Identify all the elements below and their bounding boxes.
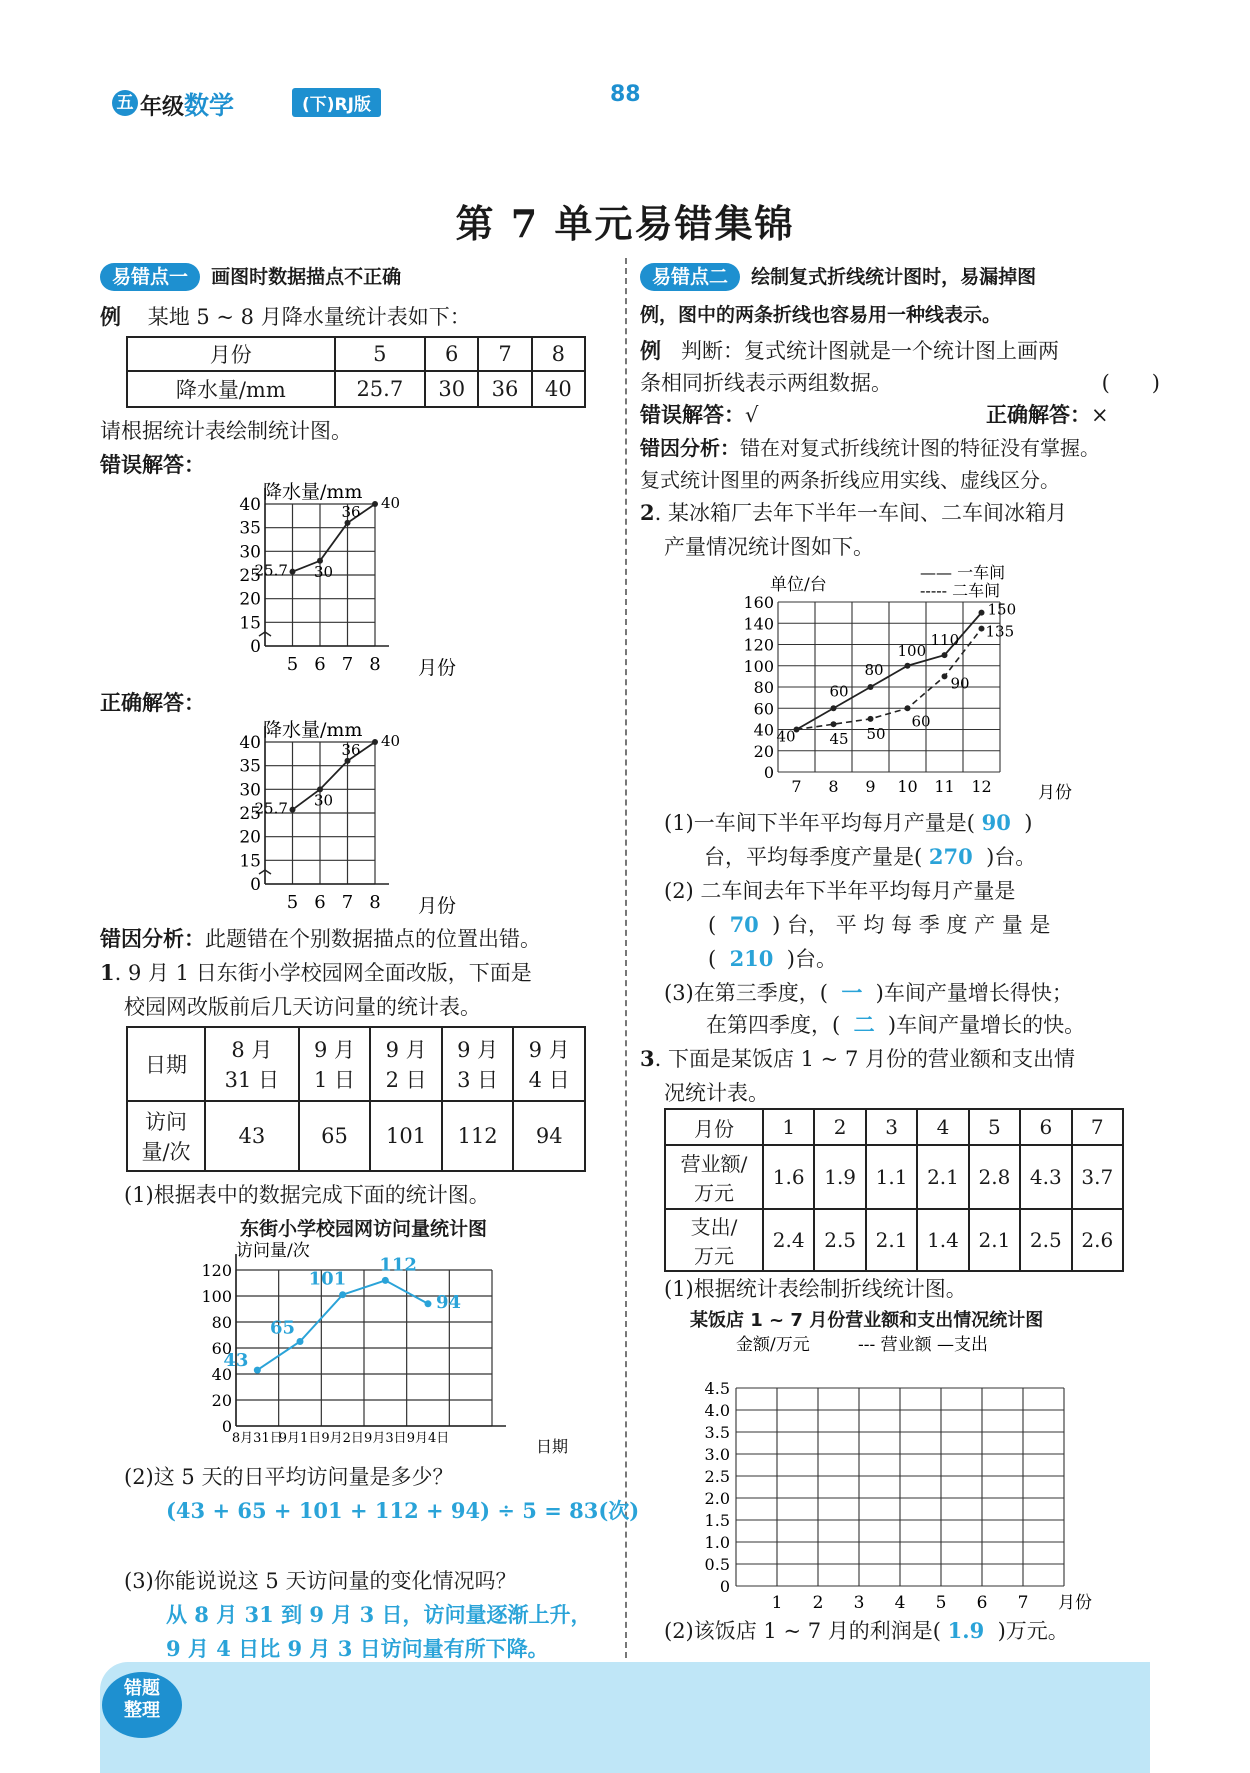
r-wrong-value: √ <box>745 403 759 427</box>
rain-head-0: 月份 <box>127 337 335 371</box>
q2-1a-answer: 90 <box>981 810 1011 835</box>
x-tick-label: 5 <box>286 654 299 675</box>
point-workshop1 <box>868 684 874 690</box>
x-tick-label: 3 <box>853 1593 865 1613</box>
q3-line1 <box>640 1042 1075 1076</box>
q2-2c-open: ( <box>708 947 717 971</box>
rest-rev-5: 4.3 <box>1020 1145 1071 1209</box>
q1-text1: . 9 月 1 日东街小学校园网全面改版，下面是 <box>114 961 532 985</box>
x-tick-label: 9月1日 <box>278 1431 322 1446</box>
rest-rev-1: 1.9 <box>814 1145 865 1209</box>
rain-point <box>372 501 378 507</box>
column-divider <box>625 258 627 1658</box>
rest-chart-grid <box>705 1379 1064 1613</box>
q2-1b-text: 台，平均每季度产量是( <box>704 845 923 869</box>
point-workshop2 <box>868 716 874 722</box>
visit-date-1-d: 1 日 <box>314 1068 356 1092</box>
visit-point <box>297 1338 304 1345</box>
y-tick-label: 4.5 <box>704 1379 730 1398</box>
visit-table <box>126 1026 586 1172</box>
y-tick-label: 140 <box>743 614 774 634</box>
analysis-text: 此题错在个别数据描点的位置出错。 <box>205 927 541 951</box>
q1-2-answer: (43 + 65 + 101 + 112 + 94) ÷ 5 = 83(次) <box>166 1498 640 1523</box>
rest-month-4: 5 <box>969 1109 1020 1145</box>
q1-line1 <box>100 956 532 990</box>
rain-head-1: 5 <box>335 337 425 371</box>
rest-exp-6: 2.6 <box>1072 1209 1123 1271</box>
visit-date-0-d: 31 日 <box>224 1068 280 1092</box>
x-tick-label: 11 <box>934 777 955 796</box>
visit-val-0: 43 <box>205 1101 299 1171</box>
rest-exp-4: 2.1 <box>969 1209 1020 1271</box>
r-example-label: 例 <box>640 338 661 363</box>
r-example-line1 <box>640 334 1059 368</box>
footer-badge-line2: 整理 <box>124 1700 160 1721</box>
analysis-line <box>100 922 541 956</box>
x-tick-label: 6 <box>314 654 326 675</box>
r-analysis-text1: 错在对复式折线统计图的特征没有掌握。 <box>740 436 1100 460</box>
point-workshop1 <box>942 652 948 658</box>
y-tick-label: 80 <box>753 678 774 697</box>
q2-3b-text: 在第四季度，( <box>706 1013 841 1037</box>
grade-subject <box>140 86 234 122</box>
visit-chart-title: 东街小学校园网访问量统计图 <box>240 1218 488 1240</box>
y-tick-label: 160 <box>743 593 774 612</box>
rest-exp-0: 2.4 <box>763 1209 814 1271</box>
rain-wrong-ylabel: 降水量/mm <box>263 481 363 503</box>
label-workshop2: 135 <box>985 622 1015 641</box>
draw-prompt: 请根据统计表绘制统计图。 <box>100 419 352 443</box>
point-workshop1 <box>905 663 911 669</box>
r-wrong-line <box>640 398 758 432</box>
rain-row-0: 降水量/mm <box>127 371 335 407</box>
r-correct-line <box>986 398 1109 432</box>
r-example-text2: 条相同折线表示两组数据。 <box>640 371 892 395</box>
x-tick-label: 12 <box>971 777 992 796</box>
label-workshop2: 50 <box>866 724 886 743</box>
visit-chart-grid <box>201 1254 506 1446</box>
rain-wrong-xlabel: 月份 <box>418 657 457 679</box>
y-tick-label: 2.0 <box>704 1489 730 1508</box>
rest-exp-1: 2.5 <box>814 1209 865 1271</box>
q2-3a-text: (3)在第三季度，( <box>664 981 828 1005</box>
visit-val-4: 94 <box>513 1101 585 1171</box>
y-tick-label: 30 <box>239 542 261 563</box>
x-tick-label: 6 <box>314 892 326 913</box>
rain-data-label: 30 <box>314 791 334 810</box>
q1-1: (1)根据表中的数据完成下面的统计图。 <box>124 1183 490 1207</box>
visit-data-label: 65 <box>270 1317 296 1339</box>
rain-correct-ylabel: 降水量/mm <box>263 719 363 741</box>
y-tick-label: 3.0 <box>704 1445 730 1464</box>
point-workshop2 <box>942 673 948 679</box>
visit-date-0-m: 8 月 <box>231 1038 273 1062</box>
rest-head-expense-a: 支出/ <box>690 1215 738 1239</box>
q3-text1: . 下面是某饭店 1 ~ 7 月份的营业额和支出情 <box>654 1047 1075 1071</box>
q2-2b-open: ( <box>708 913 717 937</box>
q2-3a-end: )车间产量增长得快； <box>875 981 1073 1005</box>
y-tick-label: 40 <box>239 733 261 753</box>
y-tick-label: 3.5 <box>704 1423 730 1442</box>
rain-row-2: 30 <box>425 371 478 407</box>
x-tick-label: 9月3日 <box>364 1431 407 1446</box>
rain-data-label: 40 <box>381 732 401 750</box>
x-tick-label: 10 <box>897 777 918 796</box>
q2-3b-end: )车间产量增长的快。 <box>887 1013 1086 1037</box>
visit-data-label: 101 <box>308 1268 347 1290</box>
q2-number: 2 <box>640 500 655 525</box>
x-tick-label: 5 <box>935 1593 947 1613</box>
y-tick-label: 40 <box>239 495 261 515</box>
rain-row-3: 36 <box>478 371 531 407</box>
q3-2-answer: 1.9 <box>947 1618 985 1643</box>
visit-date-4-m: 9 月 <box>528 1038 570 1062</box>
visit-data-label: 112 <box>379 1254 417 1276</box>
r-analysis-label: 错因分析： <box>640 436 740 460</box>
rain-data-label: 40 <box>381 494 401 512</box>
rain-data-label: 25.7 <box>254 561 288 580</box>
error-point-2-text1: 绘制复式折线统计图时，易漏掉图 <box>751 266 1037 288</box>
x-tick-label: 7 <box>341 892 354 913</box>
q3-2-end: )万元。 <box>997 1619 1069 1643</box>
visit-date-0 <box>205 1027 299 1101</box>
x-tick-label: 8 <box>828 777 839 796</box>
visit-val-1: 65 <box>299 1101 371 1171</box>
q2-1a <box>664 806 1032 840</box>
x-tick-label: 2 <box>812 1593 824 1613</box>
r-example-line2 <box>640 366 1160 400</box>
visit-data-label: 43 <box>223 1350 249 1372</box>
fridge-legend-2: ----- 二车间 <box>920 581 1001 600</box>
y-tick-label: 0.5 <box>704 1555 730 1574</box>
y-tick-label: 4.0 <box>704 1401 730 1420</box>
fridge-unit: 单位/台 <box>770 575 827 595</box>
rest-exp-3: 1.4 <box>917 1209 968 1271</box>
y-tick-label: 0 <box>719 1577 730 1596</box>
example-line <box>100 300 471 334</box>
footer-badge <box>102 1672 182 1738</box>
y-tick-label: 40 <box>753 720 774 740</box>
tag-error-point-2: 易错点二 <box>640 263 740 291</box>
footer-band <box>100 1662 1150 1773</box>
page-title: 第 7 单元易错集锦 <box>455 201 795 246</box>
point-workshop2 <box>831 721 837 727</box>
y-tick-label: 25 <box>239 566 261 586</box>
visit-date-3-d: 3 日 <box>457 1068 499 1092</box>
y-tick-label: 2.5 <box>704 1467 730 1486</box>
x-tick-label: 9月2日 <box>321 1431 364 1446</box>
rest-chart-title: 某饭店 1 ~ 7 月份营业额和支出情况统计图 <box>690 1310 1044 1331</box>
y-tick-label: 1.0 <box>704 1533 730 1552</box>
visit-date-2-d: 2 日 <box>385 1068 427 1092</box>
label-workshop1: 100 <box>897 641 927 660</box>
q1-3-answer1: 从 8 月 31 到 9 月 3 日，访问量逐渐上升， <box>166 1602 592 1627</box>
y-tick-label: 30 <box>239 780 261 801</box>
r-analysis-line1 <box>640 432 1100 464</box>
y-tick-label: 20 <box>239 827 261 848</box>
y-tick-label: 0 <box>763 763 774 782</box>
q1-3-answer2: 9 月 4 日比 9 月 3 日访问量有所下降。 <box>166 1636 549 1661</box>
rest-rev-2: 1.1 <box>866 1145 917 1209</box>
q1-number: 1 <box>100 960 115 985</box>
rain-wrong-grid <box>239 488 400 675</box>
q2-2c-end: )台。 <box>786 947 837 971</box>
visit-val-3: 112 <box>442 1101 514 1171</box>
visit-date-1-m: 9 月 <box>314 1038 356 1062</box>
rest-exp-5: 2.5 <box>1020 1209 1071 1271</box>
footer-badge-line1: 错题 <box>124 1678 160 1699</box>
q2-2a: (2) 二车间去年下半年平均每月产量是 <box>664 879 1016 903</box>
rest-ylabel: 金额/万元 <box>736 1335 810 1355</box>
r-correct-value: × <box>1091 403 1109 427</box>
y-tick-label: 0 <box>250 637 261 657</box>
rest-month-2: 3 <box>866 1109 917 1145</box>
visit-date-1 <box>299 1027 371 1101</box>
visit-date-3 <box>442 1027 514 1101</box>
subject-label: 数学 <box>184 91 235 120</box>
visit-chart <box>196 1240 596 1458</box>
y-tick-label: 15 <box>239 851 261 872</box>
x-tick-label: 1 <box>771 1593 783 1613</box>
point-workshop1 <box>979 610 985 616</box>
visit-head-count-b: 量/次 <box>141 1140 191 1164</box>
example-label: 例 <box>100 304 121 329</box>
edition-label: (下)RJ版 <box>292 88 381 117</box>
q2-1b-answer: 270 <box>928 844 973 869</box>
y-tick-label: 20 <box>211 1391 232 1410</box>
rest-month-6: 7 <box>1072 1109 1123 1145</box>
x-tick-label: 8 <box>369 892 381 913</box>
y-tick-label: 20 <box>753 741 774 761</box>
visit-date-2-m: 9 月 <box>385 1038 427 1062</box>
q2-2b-end: ) 台， 平 均 每 季 度 产 量 是 <box>772 913 1051 937</box>
rain-row-4: 40 <box>532 371 585 407</box>
q3-text2: 况统计表。 <box>664 1081 769 1105</box>
rain-head-4: 8 <box>532 337 585 371</box>
wrong-answer-label: 错误解答： <box>100 453 205 477</box>
y-tick-label: 60 <box>211 1339 232 1358</box>
restaurant-table <box>664 1108 1124 1272</box>
y-tick-label: 100 <box>743 656 774 676</box>
rain-data-label: 30 <box>314 562 334 581</box>
rain-point <box>290 807 296 813</box>
label-workshop2: 60 <box>911 712 931 731</box>
point-workshop2 <box>905 705 911 711</box>
rest-head-month: 月份 <box>665 1109 763 1145</box>
label-workshop1: 150 <box>987 600 1017 619</box>
x-tick-label: 8 <box>369 654 381 675</box>
y-tick-label: 0 <box>221 1417 232 1436</box>
x-tick-label: 6 <box>976 1593 988 1613</box>
example-text: 某地 5 ~ 8 月降水量统计表如下： <box>147 305 471 329</box>
q3-number: 3 <box>640 1046 655 1071</box>
y-tick-label: 35 <box>239 756 261 777</box>
visit-point <box>425 1300 432 1307</box>
grade-badge: 五 <box>112 90 138 116</box>
y-tick-label: 40 <box>211 1365 232 1384</box>
rest-exp-2: 2.1 <box>866 1209 917 1271</box>
grade-label: 年级 <box>140 95 185 120</box>
q2-text2: 产量情况统计图如下。 <box>664 535 874 559</box>
q2-2b <box>708 908 1050 942</box>
x-tick-label: 8月31日 <box>231 1431 283 1446</box>
y-tick-label: 120 <box>201 1261 232 1280</box>
x-tick-label: 9 <box>865 777 876 796</box>
rest-month-1: 2 <box>814 1109 865 1145</box>
visit-xlabel: 日期 <box>536 1437 569 1456</box>
rain-head-3: 7 <box>478 337 531 371</box>
x-tick-label: 9月4日 <box>406 1431 450 1446</box>
y-tick-label: 80 <box>211 1313 232 1332</box>
visit-head-count <box>127 1101 205 1171</box>
x-tick-label: 5 <box>286 892 299 913</box>
rest-rev-6: 3.7 <box>1072 1145 1123 1209</box>
label-workshop2: 90 <box>950 674 970 693</box>
label-workshop1: 110 <box>930 631 960 650</box>
visit-point <box>382 1277 389 1284</box>
fridge-legend-1: —— 一车间 <box>920 563 1006 582</box>
x-tick-label: 7 <box>341 654 354 675</box>
q2-2b-answer: 70 <box>729 912 759 937</box>
label-workshop1: 80 <box>864 661 884 679</box>
rain-data-label: 36 <box>341 502 361 521</box>
q2-2c <box>708 942 837 976</box>
visit-date-3-m: 9 月 <box>457 1038 499 1062</box>
q2-line1 <box>640 496 1067 530</box>
q1-text2: 校园网改版前后几天访问量的统计表。 <box>124 995 481 1019</box>
analysis-label: 错因分析： <box>100 927 205 951</box>
rain-data-label: 25.7 <box>254 799 288 818</box>
fridge-chart <box>730 562 1090 802</box>
rain-point <box>290 569 296 575</box>
r-correct-label: 正确解答： <box>986 403 1091 427</box>
rain-row-1: 25.7 <box>335 371 425 407</box>
r-analysis-text2: 复式统计图里的两条折线应用实线、虚线区分。 <box>640 468 1060 492</box>
rest-head-revenue-b: 万元 <box>694 1181 734 1205</box>
q2-1a-text: (1)一车间下半年平均每月产量是( <box>664 811 975 835</box>
rest-head-revenue <box>665 1145 763 1209</box>
q3-2 <box>664 1614 1069 1648</box>
q2-3a-answer: 一 <box>841 980 863 1005</box>
q3-1: (1)根据统计表绘制折线统计图。 <box>664 1277 967 1301</box>
error-point-2-text2: 例，图中的两条折线也容易用一种线表示。 <box>640 304 1002 326</box>
rest-rev-4: 2.8 <box>969 1145 1020 1209</box>
visit-head-date: 日期 <box>127 1027 205 1101</box>
x-tick-label: 7 <box>791 777 802 796</box>
rest-legend: --- 营业额 —支出 <box>858 1335 989 1355</box>
rest-head-revenue-a: 营业额/ <box>680 1152 748 1176</box>
rain-line <box>293 742 376 810</box>
r-example-paren: ( ) <box>1101 371 1160 395</box>
y-tick-label: 25 <box>239 804 261 824</box>
point-workshop2 <box>979 626 985 632</box>
rain-table <box>126 336 586 408</box>
tag-error-point-1: 易错点一 <box>100 263 200 291</box>
q1-3: (3)你能说说这 5 天访问量的变化情况吗？ <box>124 1569 517 1593</box>
visit-data-label: 94 <box>436 1291 462 1313</box>
q2-1a-end: ) <box>1024 811 1033 835</box>
visit-point <box>254 1367 261 1374</box>
error-point-2 <box>640 262 1036 289</box>
rain-head-2: 6 <box>425 337 478 371</box>
correct-answer-label: 正确解答： <box>100 691 205 715</box>
rain-line <box>293 504 376 572</box>
q2-1b-end: )台。 <box>986 845 1037 869</box>
visit-date-4 <box>513 1027 585 1101</box>
x-tick-label: 4 <box>894 1593 906 1613</box>
rain-correct-xlabel: 月份 <box>418 895 457 917</box>
rain-correct-grid <box>239 726 400 913</box>
r-example-text1: 判断：复式统计图就是一个统计图上画两 <box>681 339 1060 363</box>
y-tick-label: 20 <box>239 589 261 610</box>
error-point-1 <box>100 262 401 289</box>
y-tick-label: 35 <box>239 518 261 539</box>
label-workshop1: 60 <box>829 682 849 701</box>
error-point-1-text: 画图时数据描点不正确 <box>211 266 402 288</box>
q2-3a <box>664 976 1073 1010</box>
restaurant-chart <box>690 1330 1120 1614</box>
rain-chart-correct <box>225 718 485 918</box>
q2-1b <box>704 840 1036 874</box>
fridge-chart-grid <box>743 593 1016 796</box>
visit-ylabel: 访问量/次 <box>236 1241 310 1261</box>
label-workshop2: 40 <box>776 727 796 746</box>
visit-val-2: 101 <box>370 1101 442 1171</box>
visit-head-count-a: 访问 <box>145 1110 187 1134</box>
rest-xlabel: 月份 <box>1058 1593 1092 1613</box>
page-number: 88 <box>610 82 641 107</box>
rest-rev-0: 1.6 <box>763 1145 814 1209</box>
q2-2c-answer: 210 <box>729 946 774 971</box>
q3-2-text: (2)该饭店 1 ~ 7 月的利润是( <box>664 1619 941 1643</box>
q2-3b <box>706 1008 1085 1042</box>
y-tick-label: 15 <box>239 613 261 634</box>
rest-rev-3: 2.1 <box>917 1145 968 1209</box>
visit-date-4-d: 4 日 <box>528 1068 570 1092</box>
q2-text1: . 某冰箱厂去年下半年一车间、二车间冰箱月 <box>654 501 1067 525</box>
rain-chart-wrong <box>225 480 485 680</box>
fridge-xlabel: 月份 <box>1038 783 1072 802</box>
x-tick-label: 7 <box>1017 1593 1029 1613</box>
point-workshop1 <box>831 705 837 711</box>
visit-date-2 <box>370 1027 442 1101</box>
label-workshop2: 45 <box>829 730 849 749</box>
y-tick-label: 120 <box>743 635 774 655</box>
rest-head-expense-b: 万元 <box>694 1244 734 1268</box>
rest-month-3: 4 <box>917 1109 968 1145</box>
rest-month-0: 1 <box>763 1109 814 1145</box>
q2-3b-answer: 二 <box>853 1012 875 1037</box>
y-tick-label: 60 <box>753 699 774 719</box>
y-tick-label: 1.5 <box>704 1511 730 1530</box>
r-wrong-label: 错误解答： <box>640 403 745 427</box>
visit-point <box>339 1291 346 1298</box>
q1-2: (2)这 5 天的日平均访问量是多少？ <box>124 1465 454 1489</box>
rain-point <box>372 739 378 745</box>
y-tick-label: 100 <box>201 1287 232 1306</box>
rest-month-5: 6 <box>1020 1109 1071 1145</box>
y-tick-label: 0 <box>250 875 261 895</box>
rest-head-expense <box>665 1209 763 1271</box>
rain-data-label: 36 <box>341 740 361 759</box>
